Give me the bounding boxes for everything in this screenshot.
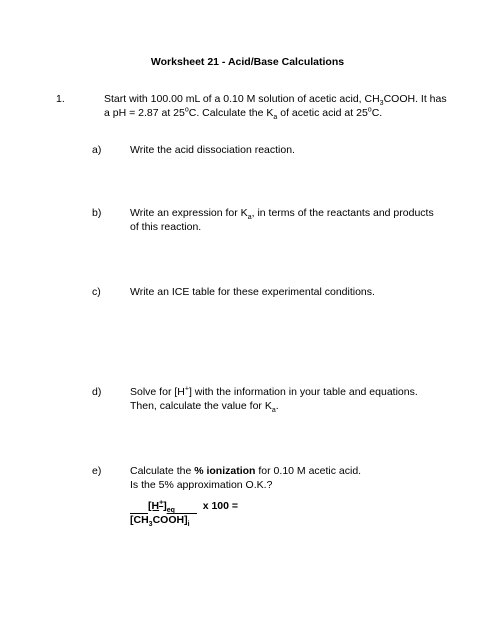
part-b-label: b) bbox=[92, 207, 102, 219]
part-d-label: d) bbox=[92, 386, 102, 398]
part-a-text: Write the acid dissociation reaction. bbox=[130, 144, 295, 156]
part-a-label: a) bbox=[92, 144, 102, 156]
worksheet-title: Worksheet 21 - Acid/Base Calculations bbox=[150, 56, 345, 68]
ionization-formula-numerator: $[H^+]_{eq}$ x 100 = bbox=[130, 500, 238, 514]
question-line-2: a pH = 2.87 at 25$^o$C. Calculate the $K_a$ of acetic acid at 25$^o$C. bbox=[104, 106, 383, 122]
ionization-formula-multiplier: x 100 = bbox=[202, 500, 239, 512]
part-c-label: c) bbox=[92, 286, 101, 298]
part-e-line-1: Calculate the % ionization for 0.10 M acetic acid. bbox=[130, 465, 362, 477]
part-e-label: e) bbox=[92, 465, 102, 477]
question-line-1: Start with 100.00 mL of a 0.10 M solution of acetic acid, $CH_3COOH$. It has bbox=[104, 93, 447, 108]
part-e-line-2: Is the 5% approximation O.K.? bbox=[130, 479, 273, 491]
part-b-line-2: of this reaction. bbox=[130, 221, 202, 233]
question-number: 1. bbox=[56, 93, 65, 105]
part-d-line-1: Solve for [H+] with the information in your table and equations. bbox=[130, 385, 418, 398]
ionization-formula-denominator: $[CH_3COOH]_i$ bbox=[130, 514, 190, 529]
part-b-line-1: Write an expression for $K_a$, in terms of the reactants and products bbox=[130, 207, 434, 222]
part-d-line-2: Then, calculate the value for $K_a$. bbox=[130, 400, 279, 415]
part-c-text: Write an ICE table for these experimental conditions. bbox=[130, 286, 375, 298]
